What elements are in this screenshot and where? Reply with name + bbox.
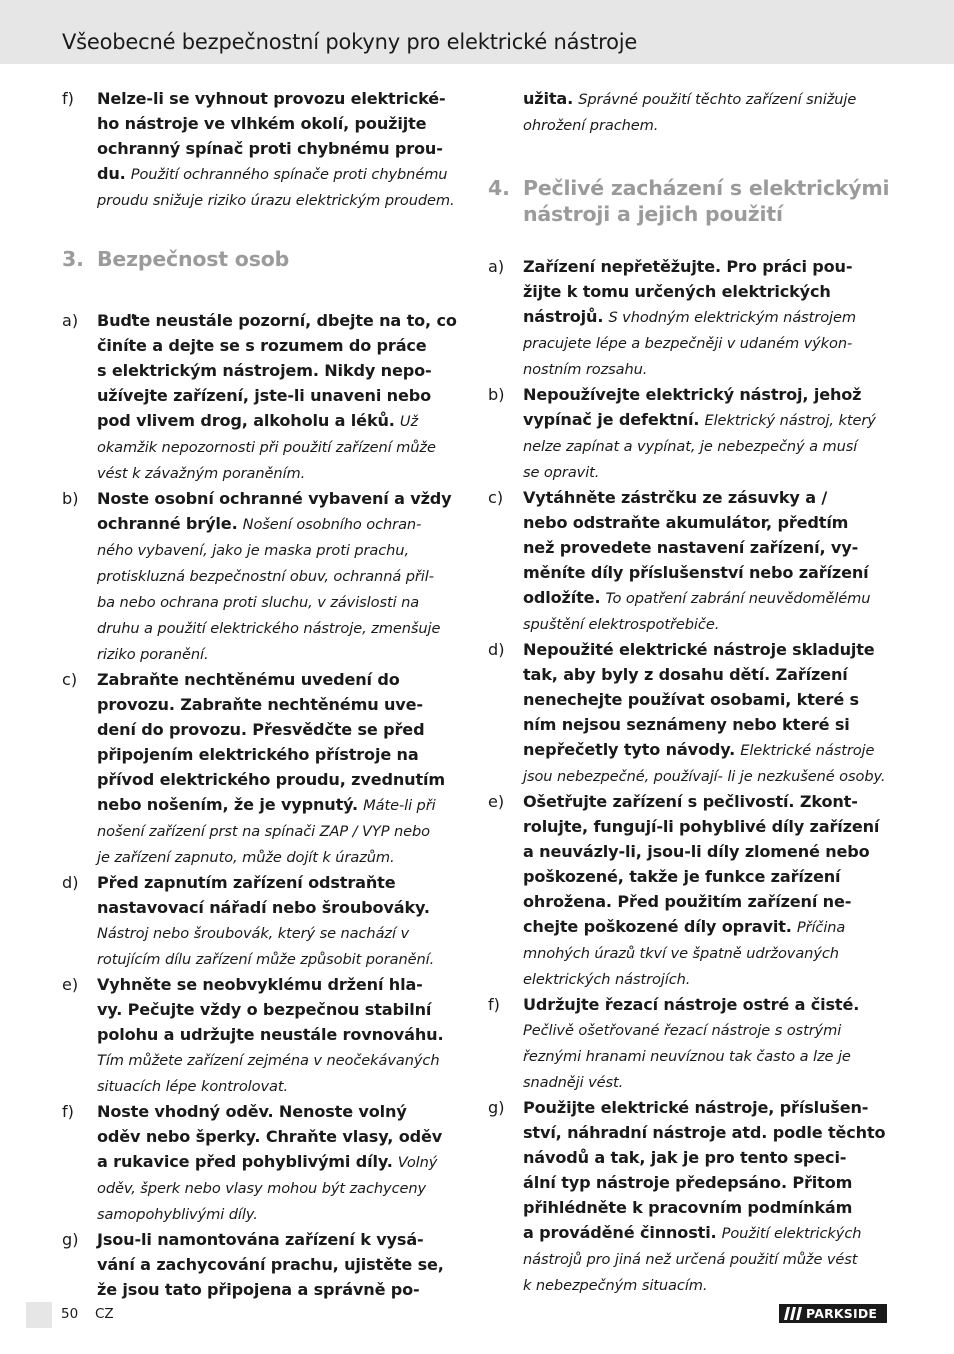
logo-text: PARKSIDE — [806, 1306, 878, 1321]
section-title: Pečlivé zacházení s elektrickými nástroji a jejich použití — [523, 176, 890, 226]
item-bold-text: Vyhněte se neobvyklému držení hla- vy. Pečujte vždy o bezpečnou stabilní polohu a udržujte neustále rovnováhu. — [97, 975, 444, 1044]
item-letter: c) — [488, 488, 504, 507]
item-bold-text: Nelze-li se vyhnout provozu elektrické- ho nástroje ve vlhkém okolí, použijte ochranný spínač proti chybnému prou- du. — [97, 89, 446, 183]
item-bold-text: Noste vhodný oděv. Nenoste volný oděv nebo šperky. Chraňte vlasy, oděv a rukavice před pohyblivými díly. — [97, 1102, 443, 1171]
item-bold-text: Vytáhněte zástrčku ze zásuvky a / nebo odstraňte akumulátor, předtím než provedete nastavení zařízení, vy- měníte díly příslušenství nebo zařízení odložíte. — [523, 488, 869, 607]
list-item-b — [488, 382, 892, 485]
item-bold-text: Buďte neustále pozorní, dbejte na to, co činíte a dejte se s rozumem do práce s elektrickým nástrojem. Nikdy nepo- užívejte zařízení, jste-li unaveni nebo pod vlivem drog, alkoholu a léků. — [97, 311, 457, 430]
section-4-heading — [488, 175, 892, 227]
item-bold-text: Ošetřujte zařízení s pečlivostí. Zkont- rolujte, fungují-li pohyblivé díly zařízení a neuvázly-li, jsou-li díly zlomené nebo poškozené, takže je funkce zařízení ohrožena. Před použitím zařízení ne- chejte poškozené díly opravit. — [523, 792, 880, 936]
item-bold-text: Před zapnutím zařízení odstraňte nastavovací nářadí nebo šroubováky. — [97, 873, 430, 917]
item-letter: e) — [62, 975, 79, 994]
list-item-f-top — [62, 86, 466, 213]
item-bold-text: Nepoužívejte elektrický nástroj, jehož vypínač je defektní. — [523, 385, 862, 429]
list-item-d — [488, 637, 892, 789]
left-column — [62, 86, 466, 1302]
item-bold-text: Zařízení nepřetěžujte. Pro práci pou- žijte k tomu určených elektrických nástrojů. — [523, 257, 853, 326]
item-bold-text: Zabraňte nechtěnému uvedení do provozu. Zabraňte nechtěnému uve- dení do provozu. Přesvědčte se před připojením elektrického přístroje na přívod elektrického proudu, zvednutím nebo nošením, že je vypnutý. — [97, 670, 445, 814]
logo-stripes-icon — [784, 1307, 802, 1320]
list-item-c — [62, 667, 466, 870]
item-letter: a) — [488, 257, 505, 276]
list-item-c — [488, 485, 892, 637]
item-italic-text: Nástroj nebo šroubovák, který se nachází v rotujícím dílu zařízení může způsobit poranění. — [97, 925, 435, 968]
item-italic-text: Pečlivě ošetřované řezací nástroje s ostrými řeznými hranami neuvíznou tak často a lze je snadněji vést. — [523, 1022, 851, 1091]
item-bold-text: Jsou-li namontována zařízení k vysá- vání a zachycování prachu, ujistěte se, že jsou tato připojena a správně po- — [97, 1230, 444, 1299]
section-3-heading — [62, 238, 466, 272]
item-letter: g) — [62, 1230, 79, 1249]
section-number: 4. — [488, 176, 510, 200]
item-bold-text: Nepoužité elektrické nástroje skladujte tak, aby byly z dosahu dětí. Zařízení nenechejte používat osobami, které s ním nejsou seznámeny nebo které si nepřečetly tyto návody. — [523, 640, 875, 759]
item-italic-text: Volný oděv, šperk nebo vlasy mohou být zachyceny samopohyblivými díly. — [97, 1154, 438, 1223]
item-letter: a) — [62, 311, 79, 330]
list-item-g — [62, 1227, 466, 1302]
item-letter: d) — [62, 873, 79, 892]
section-title: Bezpečnost osob — [97, 247, 290, 271]
page-number: 50 — [61, 1306, 79, 1322]
list-item-e — [488, 789, 892, 992]
list-item-e — [62, 972, 466, 1099]
item-letter: f) — [62, 89, 74, 108]
item-letter: d) — [488, 640, 505, 659]
item-letter: f) — [62, 1102, 74, 1121]
parkside-logo — [779, 1304, 887, 1323]
item-italic-text: Nošení osobního ochran- ného vybavení, jako je maska proti prachu, protiskluzná bezpečnostní obuv, ochranná přil- ba nebo ochrana proti sluchu, v závislosti na druhu a použití elektrického nástroje, zmenšuje riziko poranění. — [97, 516, 441, 663]
item-bold-text: Použijte elektrické nástroje, příslušen- ství, náhradní nástroje atd. podle těchto návodů a tak, jak je pro tento speci- ální typ nástroje předepsáno. Přitom přihlédněte k pracovním podmínkám a prováděné činnosti. — [523, 1098, 886, 1242]
list-item-a — [488, 254, 892, 382]
item-letter: f) — [488, 995, 500, 1014]
item-italic-text: To opatření zabrání neuvědomělému spuštění elektrospotřebiče. — [523, 590, 871, 633]
right-column — [488, 86, 892, 1298]
item-italic-text: Máte-li při nošení zařízení prst na spínači ZAP / VYP nebo je zařízení zapnuto, může dojít k úrazům. — [97, 797, 436, 866]
section-number: 3. — [62, 247, 84, 271]
item-letter: c) — [62, 670, 78, 689]
item-bold-text: Udržujte řezací nástroje ostré a čisté. — [523, 995, 860, 1014]
item-italic-text: Už okamžik nepozornosti při použití zařízení může vést k závažným poraněním. — [97, 413, 436, 482]
item-letter: b) — [62, 489, 79, 508]
page-header — [0, 0, 954, 64]
item-bold-text: užita. — [523, 89, 574, 108]
item-letter: b) — [488, 385, 505, 404]
list-item-g — [488, 1095, 892, 1298]
list-item-f — [488, 992, 892, 1095]
item-italic-text: Použití ochranného spínače proti chybnému proudu snižuje riziko úrazu elektrickým proudem. — [97, 166, 455, 209]
list-item-f — [62, 1099, 466, 1227]
item-bold-text: Noste osobní ochranné vybavení a vždy ochranné brýle. — [97, 489, 452, 533]
item-italic-text: Příčina mnohých úrazů tkví ve špatně udržovaných elektrických nástrojích. — [523, 919, 846, 988]
list-item-d — [62, 870, 466, 972]
item-italic-text: Tím můžete zařízení zejména v neočekávaných situacích lépe kontrolovat. — [97, 1052, 440, 1095]
list-item-a — [62, 308, 466, 486]
item-letter: g) — [488, 1098, 505, 1117]
item-italic-text: S vhodným elektrickým nástrojem pracujete lépe a bezpečněji v udaném výkon- nostním rozsahu. — [523, 309, 856, 378]
item-italic-text: Elektrický nástroj, který nelze zapínat a vypínat, je nebezpečný a musí se opravit. — [523, 412, 876, 481]
item-italic-text: Správné použití těchto zařízení snižuje ohrožení prachem. — [523, 91, 857, 134]
item-italic-text: Elektrické nástroje jsou nebezpečné, používají- li je nezkušené osoby. — [523, 742, 886, 785]
header-title: Všeobecné bezpečnostní pokyny pro elektrické nástroje — [62, 30, 638, 54]
item-italic-text: Použití elektrických nástrojů pro jiná než určená použití může vést k nebezpečným situacím. — [523, 1225, 862, 1294]
list-item-continuation — [488, 86, 892, 138]
language-code: CZ — [95, 1306, 114, 1322]
list-item-b — [62, 486, 466, 667]
item-letter: e) — [488, 792, 505, 811]
footer-marker — [26, 1302, 52, 1328]
